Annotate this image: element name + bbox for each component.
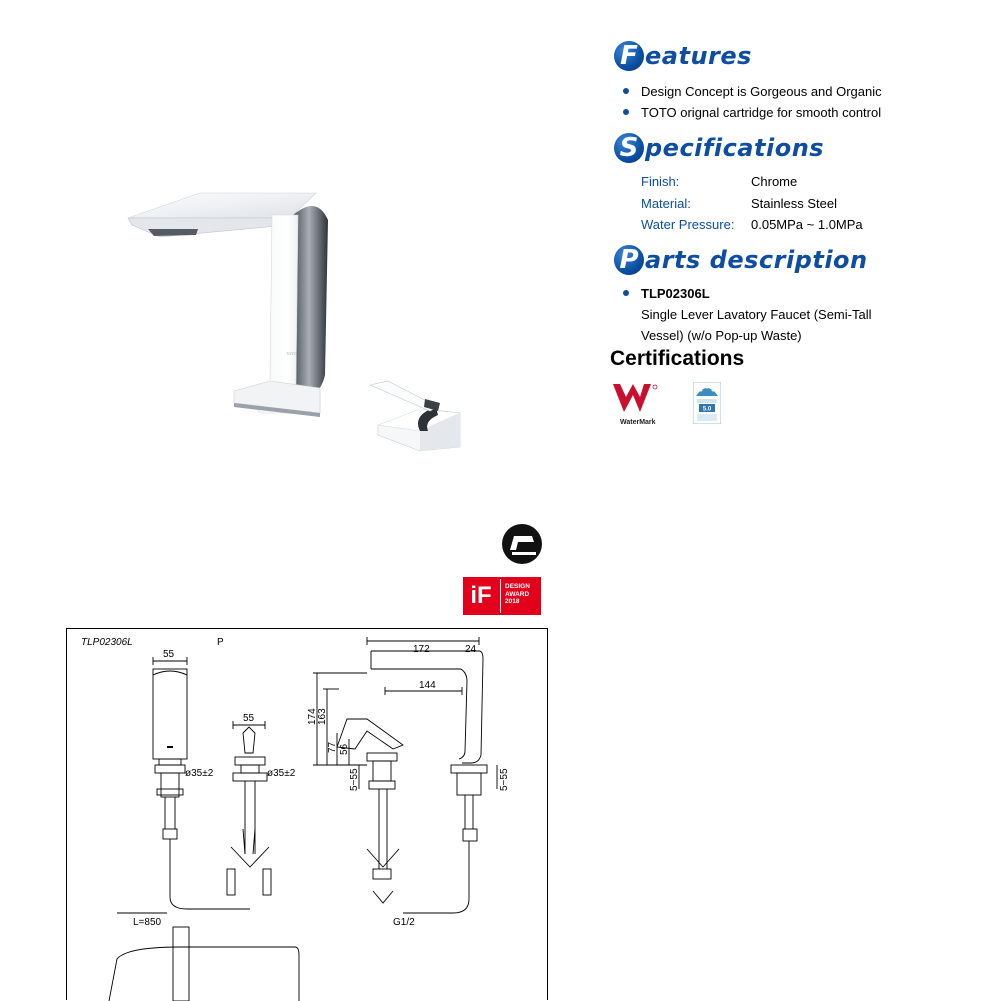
award-line: 2018 [505, 598, 520, 605]
dim-thread: G1/2 [393, 917, 415, 928]
faucet-image [120, 185, 480, 455]
spec-value: 0.05MPa ~ 1.0MPa [751, 217, 863, 232]
award-line: DESIGN [505, 583, 530, 590]
dim-range: 5~55 [349, 768, 360, 791]
award-line: AWARD [505, 590, 530, 598]
dimension-drawing [67, 629, 547, 1001]
spec-key: Finish: [641, 174, 680, 189]
product-photo [120, 185, 480, 455]
svg-text:TOTO: TOTO [286, 351, 297, 356]
parts-item [612, 283, 902, 346]
spec-row [641, 193, 863, 215]
technical-drawing [66, 628, 548, 1000]
dim-55: 55 [243, 713, 255, 724]
feature-item: TOTO orignal cartridge for smooth control [612, 102, 992, 123]
features-list [612, 81, 992, 123]
spec-value: Chrome [751, 174, 798, 189]
dim-p: P [217, 637, 224, 648]
dim-77: 77 [327, 741, 338, 753]
features-heading [614, 36, 752, 76]
dim-56: 56 [339, 743, 350, 755]
wels-rating-value: 5.0 [702, 406, 712, 413]
specifications-heading [614, 128, 824, 168]
if-logo-text: iF [470, 582, 492, 609]
dim-range: 5~55 [499, 768, 510, 791]
dim-diameter: ø35±2 [267, 768, 296, 779]
feature-item: Design Concept is Gorgeous and Organic [612, 81, 992, 102]
certifications-title: Certifications [610, 347, 745, 370]
spec-key: Water Pressure: [641, 217, 735, 232]
faucet-circle-icon [500, 522, 544, 566]
dim-length: L=850 [133, 917, 162, 928]
spec-value: Stainless Steel [751, 195, 837, 211]
dim-144: 144 [419, 680, 436, 691]
spec-key: Material: [641, 195, 691, 211]
specifications-title: pecifications [645, 134, 825, 162]
parts-title: arts description [645, 246, 868, 274]
specifications-table [641, 171, 863, 236]
wels-star-icon [693, 382, 721, 424]
wels-rating-label [693, 382, 721, 424]
parts-list [612, 283, 902, 346]
parts-badge-icon: P [614, 245, 644, 275]
dim-24: 24 [465, 644, 477, 655]
specifications-badge-icon: S [614, 133, 644, 163]
parts-description: Single Lever Lavatory Faucet (Semi-Tall Vessel) (w/o Pop-up Waste) [641, 307, 872, 343]
toto-design-logo [500, 522, 544, 566]
parts-heading [614, 240, 868, 280]
watermark-label: WaterMark [620, 419, 656, 426]
features-title: eatures [645, 42, 752, 70]
dim-172: 172 [413, 644, 430, 655]
watermark-w-icon [611, 381, 677, 427]
features-badge-icon: F [614, 41, 644, 71]
dim-163: 163 [317, 708, 328, 725]
spec-row [641, 171, 863, 193]
dim-55: 55 [163, 649, 175, 660]
if-design-award-logo [463, 577, 541, 615]
drawing-model: TLP02306L [81, 637, 133, 648]
dim-174: 174 [307, 708, 318, 725]
spec-row [641, 214, 863, 236]
dim-diameter: ø35±2 [185, 768, 214, 779]
watermark-logo [611, 381, 677, 427]
parts-model: TLP02306L [641, 286, 710, 301]
